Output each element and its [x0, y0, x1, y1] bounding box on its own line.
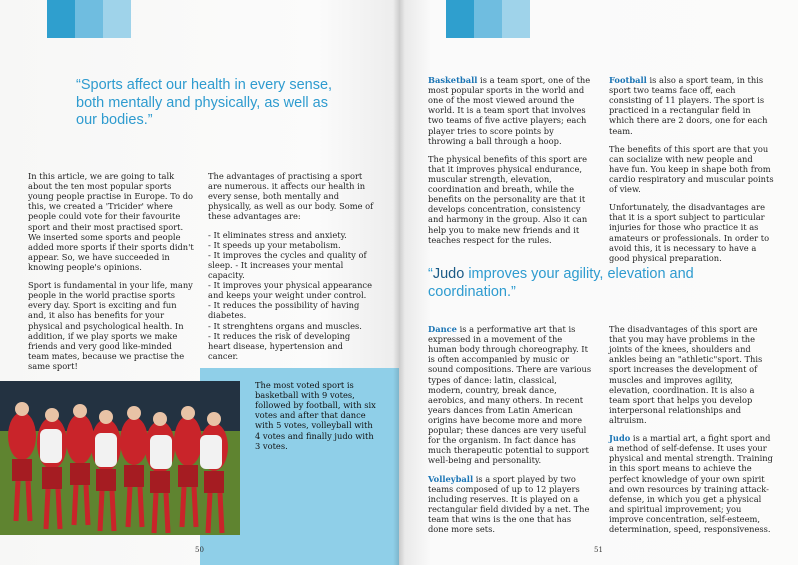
vote-summary: The most voted sport is basketball with 9 votes, followed by football, with six votes and after that dance with 5 votes, volleyball with 4 votes and finally judo with 3 votes.	[255, 380, 376, 451]
team-photo-illustration	[0, 381, 240, 535]
paragraph	[428, 324, 593, 466]
quote-mark: “	[428, 266, 433, 282]
sport-name: Football	[609, 75, 647, 85]
color-tab	[75, 0, 103, 38]
paragraph: The disadvantages of this sport are that you may have problems in the joints of the knees, shoulders and ankles being an "athletic"sport. This sport increases the development of muscles and improves agility, elevation, coordination. It is also a team sport that helps you develop interpersonal relationships and altruism.	[609, 324, 763, 425]
basketball-section	[428, 75, 593, 253]
pull-quote: “Sports affect our health in every sense, both mentally and physically, as well as our bodies.”	[76, 77, 333, 129]
paragraph: The physical benefits of this sport are that it improves physical endurance, muscular strength, elevation, coordination and breath, while the benefits on the personality are that it develops concentration, consistency and harmony in the group. Also it can help you to make new friends and it teaches respect for the rules.	[428, 153, 588, 245]
list-item: - It improves your physical appearance and keeps your weight under control.	[208, 280, 372, 301]
quote-text: improves your agility, elevation and coordination.”	[428, 266, 694, 300]
text: is also a sport team, in this sport two teams face off, each consisting of 11 players. The sport is practiced in a rectangular field in which there are 2 doors, one for each team.	[609, 75, 768, 136]
right-page	[399, 0, 798, 565]
header-color-tabs	[446, 0, 530, 38]
color-tab	[474, 0, 502, 38]
article-column-2	[208, 171, 374, 361]
paragraph: In this article, we are going to talk about the ten most popular sports young people practise in Europe. To do this, we created a 'Tricider' where people could vote for their favourite sport and their most practised sport. We inserted some sports and people added more sports if their sports didn't appear. So, we have succeeded in knowing people's opinions.	[28, 171, 194, 272]
paragraph	[428, 75, 593, 146]
page-number: 50	[195, 546, 204, 554]
football-section	[609, 75, 774, 271]
advantages-list	[208, 230, 374, 361]
sport-name: Dance	[428, 324, 457, 334]
judo-pull-quote	[428, 266, 773, 301]
paragraph	[609, 433, 774, 534]
text: is a martial art, a fight sport and a method of self-defense. It uses your physical and mental strength. Training in this sport means to achieve the perfect knowledge of your own spirit and own resources by training attack-defense, in which you get a physical and spiritual improvement; you improve concentration, self-esteem, determination, speed, responsiveness.	[609, 433, 773, 535]
list-item: - It reduces the possibility of having diabetes.	[208, 300, 360, 321]
page-number: 51	[594, 546, 603, 554]
list-item: - It strenghtens organs and muscles.	[208, 320, 362, 331]
header-color-tabs	[47, 0, 131, 38]
paragraph	[428, 474, 593, 535]
paragraph: The advantages of practising a sport are numerous. it affects our health in every sense, both mentally and physically, as well as our body. Some of these advantages are:	[208, 171, 374, 222]
paragraph: The benefits of this sport are that you can socialize with new people and have fun. You keep in shape both from cardio respiratory and muscular points of view.	[609, 143, 774, 195]
list-item: - It eliminates stress and anxiety.	[208, 229, 347, 240]
text: is a performative art that is expressed in a movement of the human body through choreography. It is often accompanied by music or sound compositions. There are various types of dance: latin, classical, modern, country, break dance, aerobics, and many others. In recent years dances from Latin American origins have become more and more popular; these dances are very useful for the organism. In fact dance has much therapeutic potential to support well-being and personality.	[428, 324, 592, 466]
text: is a sport played by two teams composed of up to 12 players including reserves. It is played on a rectangular field divided by a net. The team that wins is the one that has done more sets.	[428, 473, 590, 535]
judo-column	[609, 324, 774, 542]
color-tab	[47, 0, 75, 38]
team-photo	[0, 381, 240, 535]
list-item: - It reduces the risk of developing heart disease, hypertension and cancer.	[208, 330, 351, 361]
dance-volleyball-column	[428, 324, 593, 542]
list-item: - It speeds up your metabolism.	[208, 239, 341, 250]
article-column-1	[28, 171, 194, 379]
sport-name: Judo	[609, 433, 631, 444]
text: is a team sport, one of the most popular sports in the world and one of the most viewed around the world. It is a team sport that involves two teams of five active players; each player tries to score points by throwing a ball through a hoop.	[428, 75, 591, 146]
color-tab	[103, 0, 131, 38]
book-gutter	[393, 0, 405, 565]
quote-keyword: Judo	[432, 266, 465, 282]
sport-name: Volleyball	[428, 473, 474, 484]
list-item: - It improves the cycles and quality of sleep. - It increases your mental capacity.	[208, 249, 367, 280]
paragraph	[609, 75, 774, 136]
sport-name: Basketball	[428, 75, 478, 85]
color-tab	[446, 0, 474, 38]
paragraph: Unfortunately, the disadvantages are that it is a sport subject to particular injuries for those who practice it as amateurs or professionals. In order to avoid this, it is necessary to have a good physical preparation.	[609, 202, 770, 263]
color-tab	[502, 0, 530, 38]
paragraph: Sport is fundamental in your life, many people in the world practise sports every day. Sport is exciting and fun and, it also has benefits for your physical and psychological health. In addition, if we play sports we make friends and very good like-minded team mates, because we practise the same sport!	[28, 280, 193, 371]
